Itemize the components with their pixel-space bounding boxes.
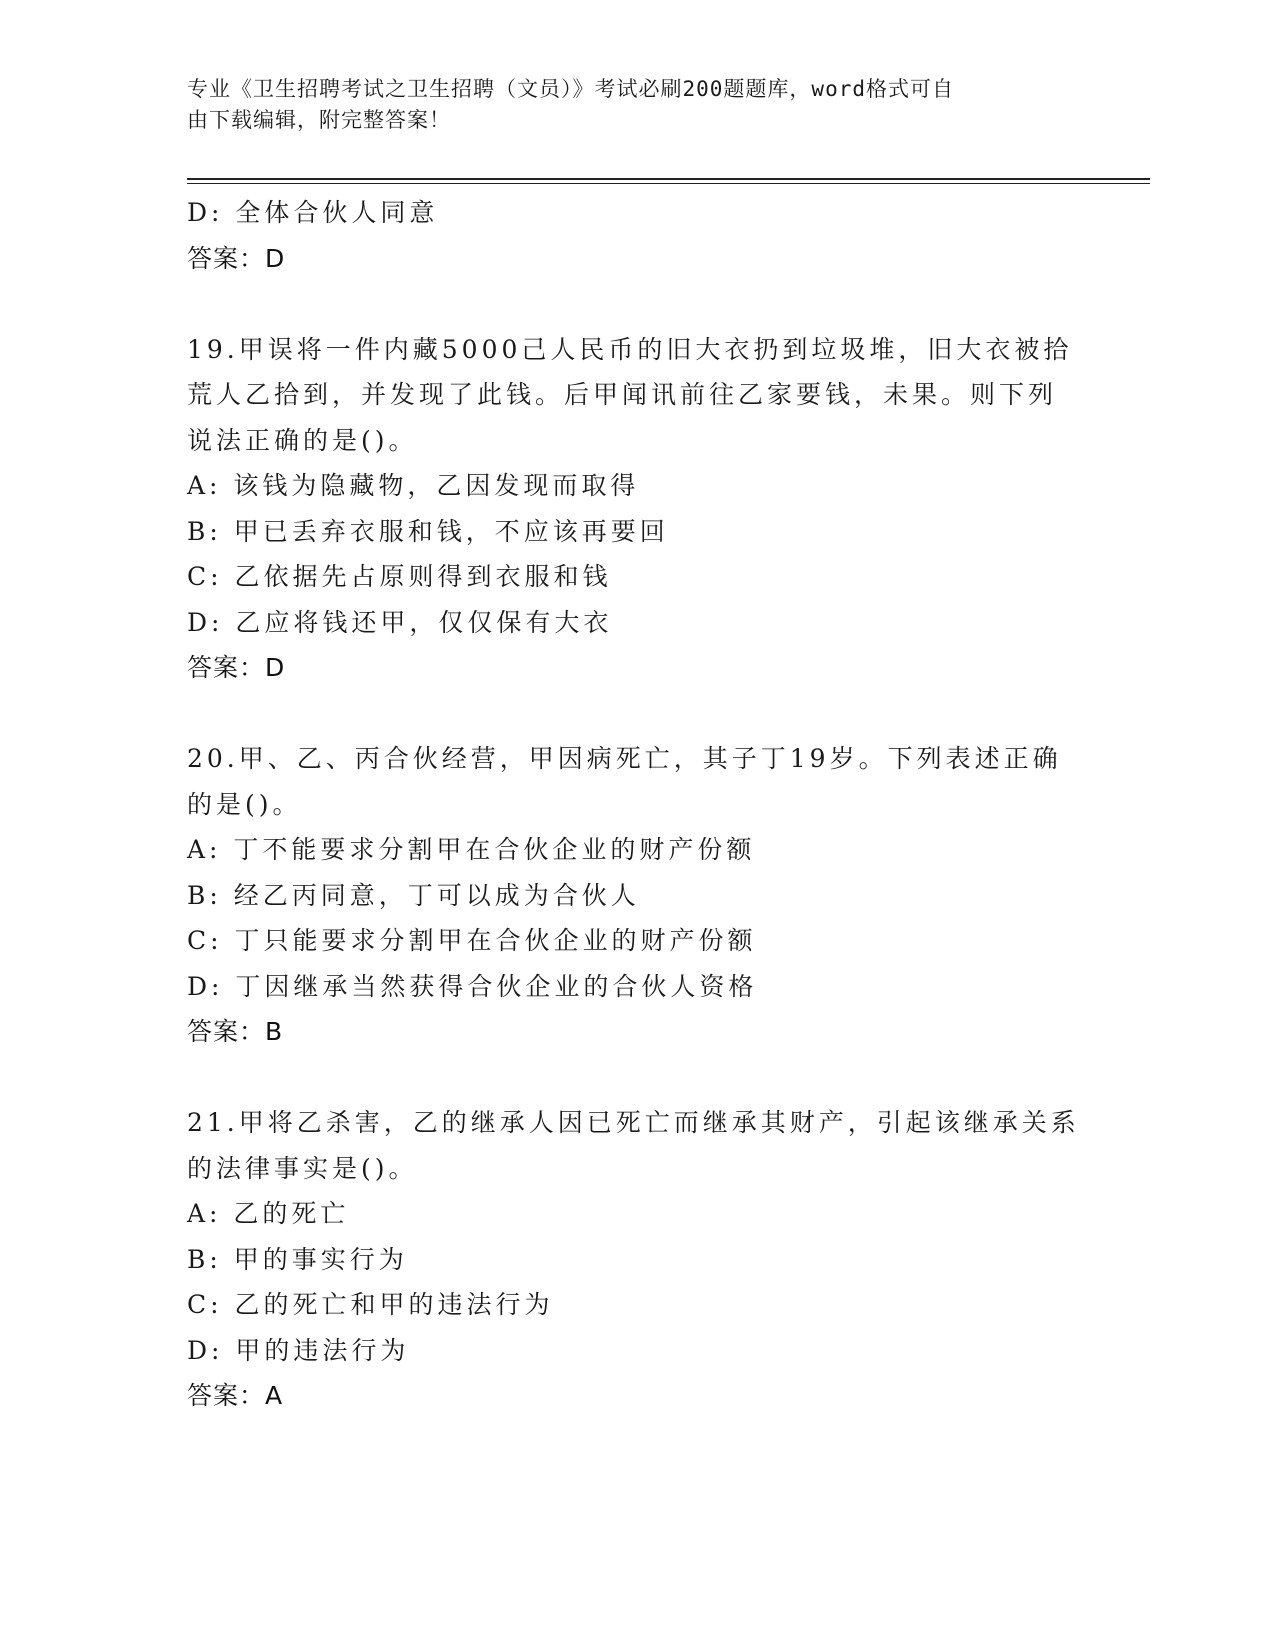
question-stem-line: 20.甲、乙、丙合伙经营，甲因病死亡，其子丁19岁。下列表述正确 [187, 744, 1062, 773]
spacer [187, 281, 1087, 327]
question-stem-line: 的是()。 [187, 789, 302, 819]
answer-line: 答案：D [187, 243, 286, 273]
question-stem-line: 的法律事实是()。 [187, 1153, 418, 1183]
question-19 [187, 327, 1087, 691]
question-stem-line: 19.甲误将一件内藏5000己人民币的旧大衣扔到垃圾堆，旧大衣被拾 [187, 334, 1073, 364]
option-d: D: 乙应将钱还甲，仅仅保有大衣 [187, 607, 613, 637]
header-divider-thick [187, 178, 1150, 180]
question-stem-line: 荒人乙拾到，并发现了此钱。后甲闻讯前往乙家要钱，未果。则下列 [187, 380, 1058, 409]
header-line-1: 专业《卫生招聘考试之卫生招聘（文员）》考试必刷200题题库，word格式可自 [187, 77, 954, 101]
option-c: C: 丁只能要求分割甲在合伙企业的财产份额 [187, 926, 757, 955]
question-18-fragment [187, 190, 1087, 281]
spacer [187, 691, 1087, 737]
answer-line: 答案：B [187, 1017, 284, 1046]
option-a: A: 乙的死亡 [187, 1199, 350, 1228]
option-b: B: 经乙丙同意，丁可以成为合伙人 [187, 880, 640, 910]
question-stem-line: 21.甲将乙杀害，乙的继承人因已死亡而继承其财产，引起该继承关系 [187, 1108, 1080, 1137]
document-header [187, 74, 1067, 136]
header-divider-thin [187, 183, 1150, 184]
question-20 [187, 736, 1087, 1055]
option-b: B: 甲的事实行为 [187, 1244, 408, 1274]
option-d: D: 丁因继承当然获得合伙企业的合伙人资格 [187, 971, 758, 1001]
option-d: D: 全体合伙人同意 [187, 198, 439, 227]
answer-line: 答案：A [187, 1381, 284, 1410]
header-line-2: 由下载编辑，附完整答案！ [187, 108, 451, 132]
question-content [187, 190, 1087, 1419]
spacer [187, 1055, 1087, 1101]
question-21 [187, 1100, 1087, 1419]
answer-line: 答案：D [187, 653, 286, 682]
question-stem-line: 说法正确的是()。 [187, 425, 418, 455]
option-a: A: 该钱为隐藏物，乙因发现而取得 [187, 471, 640, 500]
option-a: A: 丁不能要求分割甲在合伙企业的财产份额 [187, 835, 756, 864]
option-c: C: 乙依据先占原则得到衣服和钱 [187, 562, 612, 591]
option-c: C: 乙的死亡和甲的违法行为 [187, 1290, 554, 1319]
option-d: D: 甲的违法行为 [187, 1335, 410, 1365]
option-b: B: 甲已丢弃衣服和钱，不应该再要回 [187, 516, 669, 546]
